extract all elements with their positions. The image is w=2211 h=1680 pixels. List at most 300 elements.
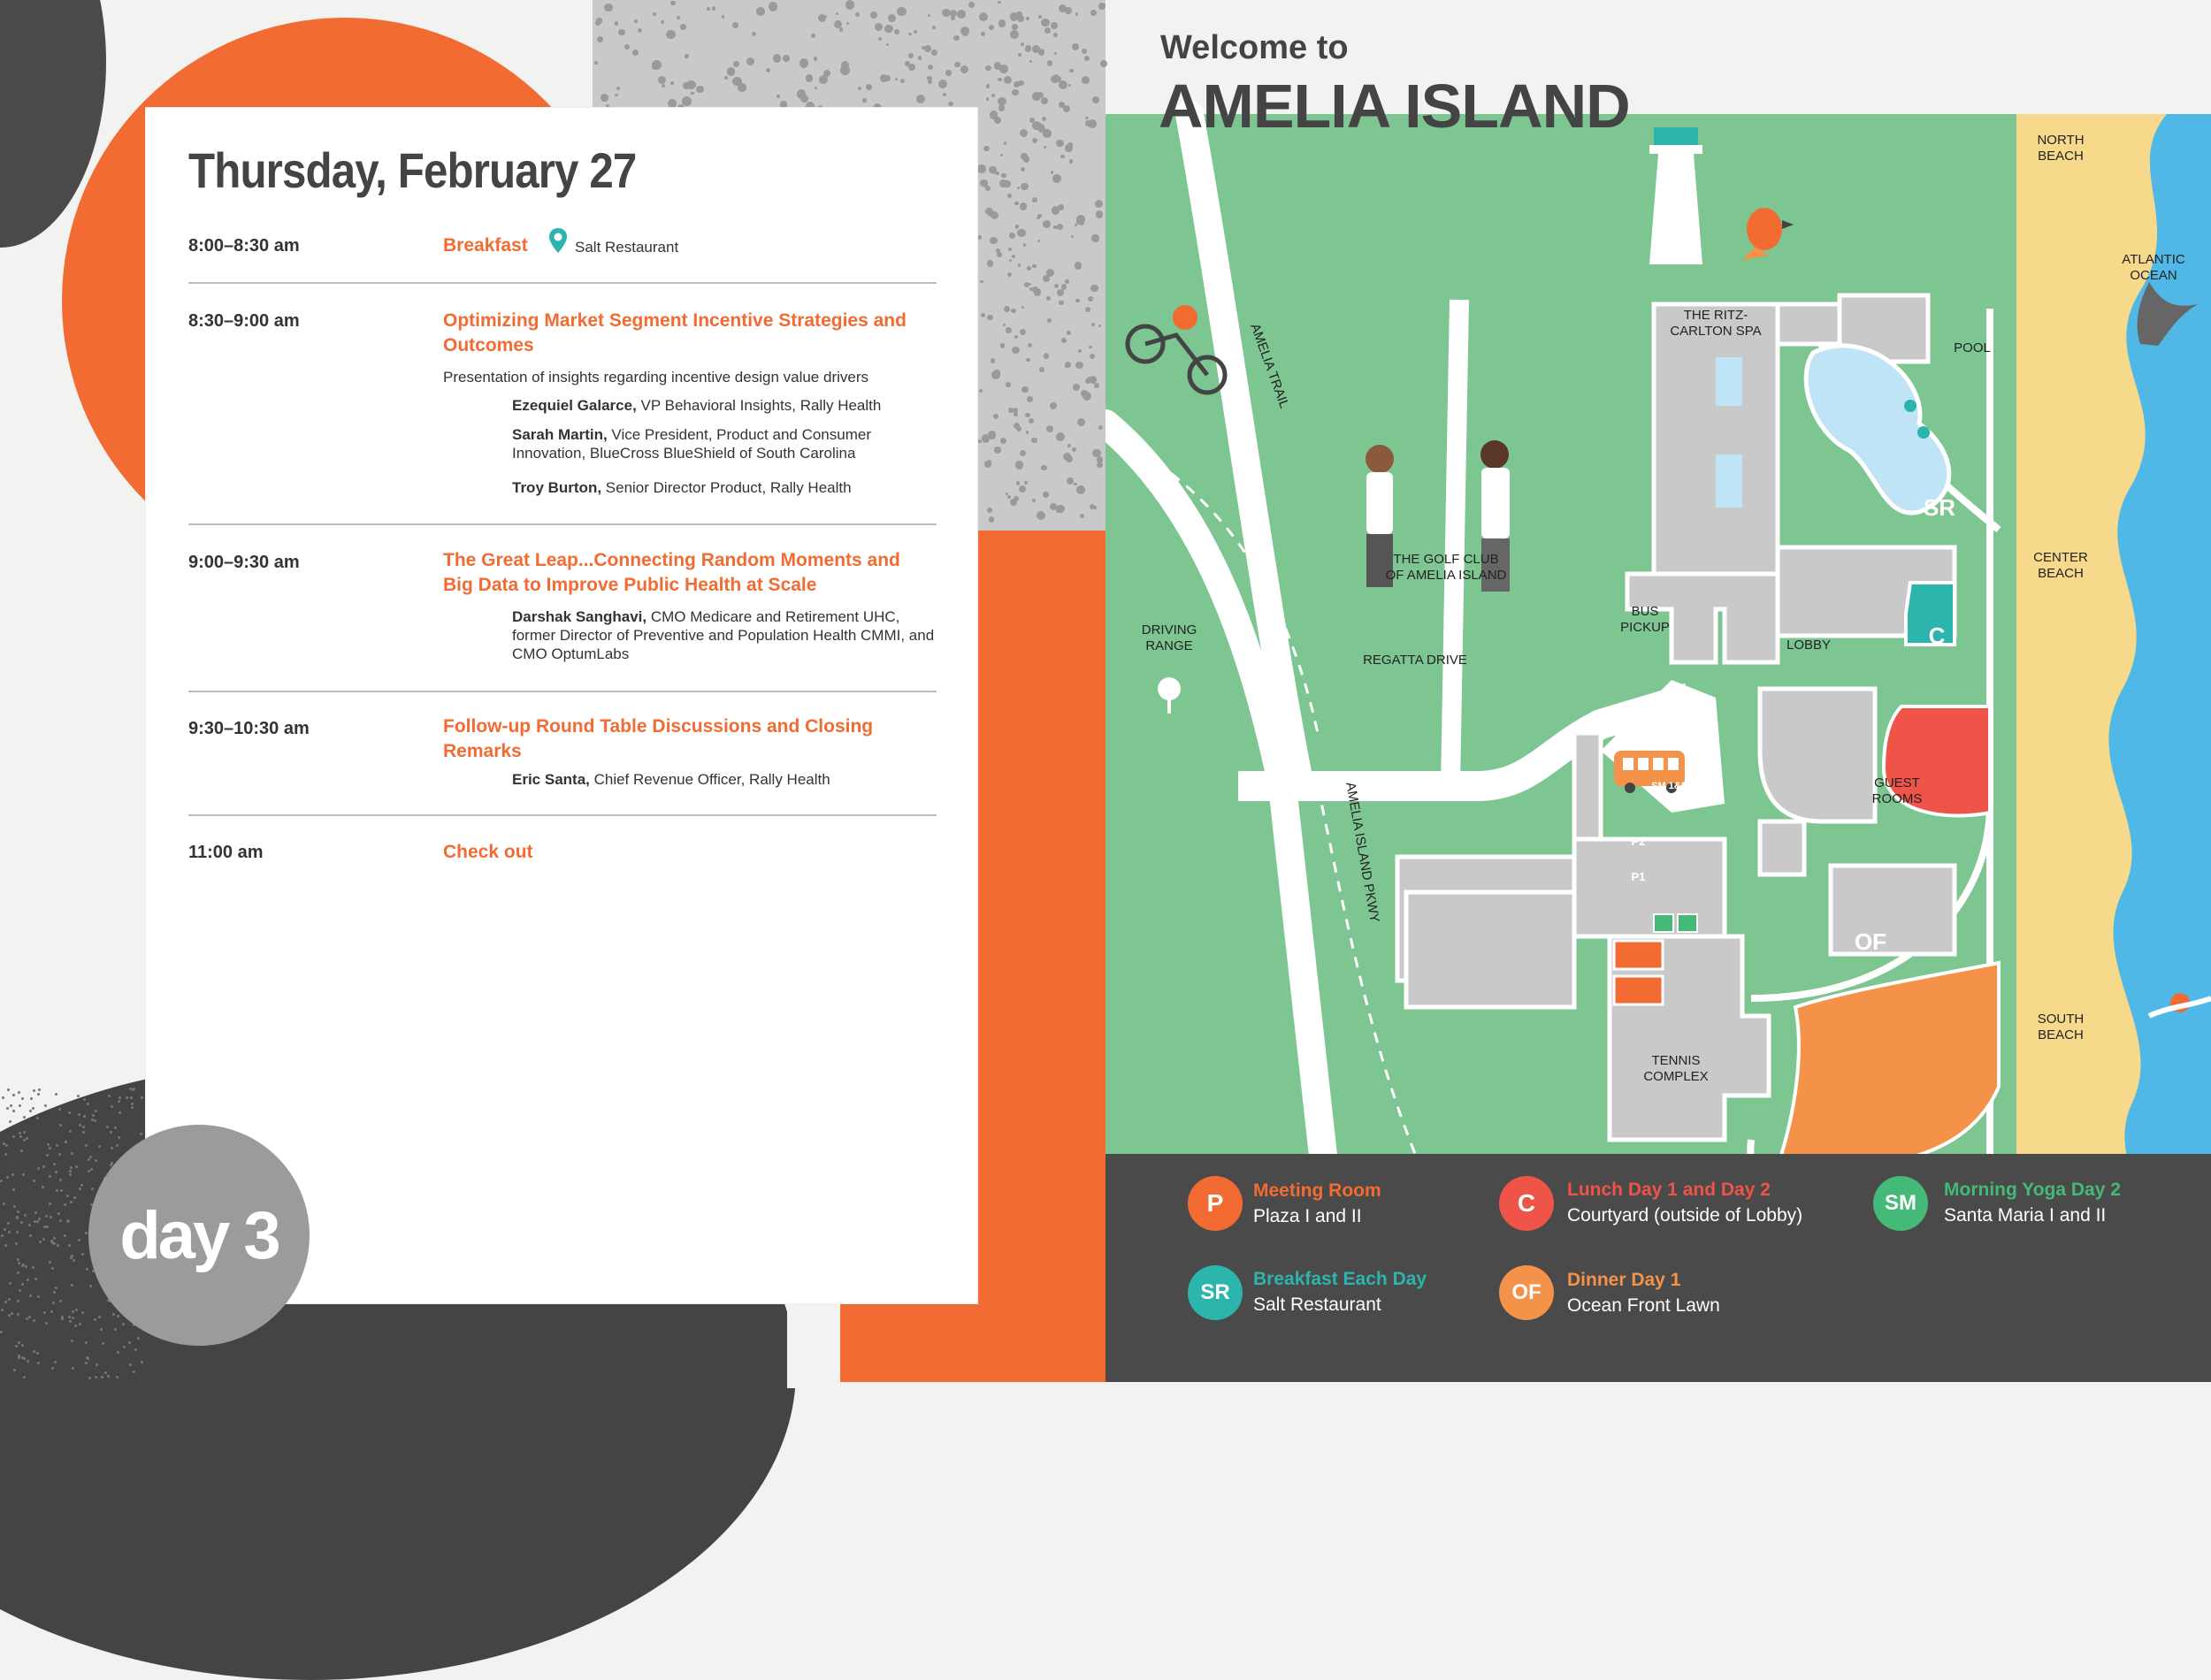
speck <box>987 315 993 321</box>
speck <box>954 62 960 67</box>
speaker-name: Sarah Martin, <box>512 426 608 443</box>
speck <box>1059 301 1063 305</box>
dot <box>19 1104 21 1107</box>
session-location: Salt Restaurant <box>575 239 679 256</box>
speck <box>680 24 686 30</box>
dot <box>116 1144 119 1147</box>
speck <box>815 87 817 89</box>
dot <box>87 1103 89 1105</box>
speaker-role: Chief Revenue Officer, Rally Health <box>589 771 830 788</box>
speck <box>908 53 914 58</box>
speck <box>1000 438 1006 444</box>
speck <box>634 19 638 23</box>
dot <box>44 1104 47 1107</box>
dot <box>39 1241 42 1243</box>
speck <box>1078 349 1082 353</box>
dot <box>49 1147 51 1149</box>
dot <box>6 1176 9 1179</box>
map-label-spa: THE RITZ- CARLTON SPA <box>1670 308 1762 339</box>
legend-subtitle: Santa Maria I and II <box>1944 1205 2107 1226</box>
map-label-amelia-trail: AMELIA TRAIL <box>1247 321 1292 410</box>
speck <box>696 86 703 93</box>
legend-title: Dinner Day 1 <box>1567 1270 1681 1290</box>
speck <box>836 12 838 15</box>
dot <box>28 1316 31 1318</box>
speck <box>615 94 618 97</box>
speck <box>986 97 990 101</box>
legend-badge-c: C <box>1499 1176 1554 1231</box>
speck <box>900 79 905 83</box>
speck <box>858 87 861 90</box>
dot <box>100 1328 103 1331</box>
speck <box>1011 309 1016 314</box>
dot <box>12 1110 15 1112</box>
speck <box>1082 49 1087 54</box>
speck <box>1041 465 1046 470</box>
speck <box>1004 141 1006 144</box>
map-label-c: C <box>1928 622 1946 649</box>
speck <box>1000 343 1006 348</box>
legend-title: Breakfast Each Day <box>1253 1269 1427 1289</box>
speck <box>1001 173 1006 178</box>
dot <box>38 1088 41 1091</box>
day-badge <box>88 1125 310 1346</box>
speck <box>990 237 997 244</box>
dot <box>117 1315 119 1317</box>
dot <box>70 1201 73 1203</box>
speck <box>1052 174 1061 183</box>
divider <box>188 282 937 284</box>
dot <box>53 1237 56 1240</box>
dot <box>59 1124 62 1126</box>
session-title: Optimizing Market Segment Incentive Strategies and Outcomes <box>443 310 907 355</box>
dot <box>33 1089 35 1092</box>
dot <box>89 1156 92 1158</box>
speck <box>862 98 867 103</box>
dot <box>29 1294 32 1297</box>
dot <box>37 1295 40 1298</box>
dot <box>28 1224 31 1226</box>
map-label-sr: SR <box>1923 494 1956 521</box>
map-label-guest-rooms: GUEST ROOMS <box>1871 775 1923 806</box>
map-label-lobby: LOBBY <box>1786 638 1832 653</box>
speck <box>866 84 872 90</box>
dot <box>23 1376 26 1378</box>
map-label-center-beach: CENTER BEACH <box>2033 550 2088 581</box>
session-time: 8:00–8:30 am <box>188 236 300 256</box>
speck <box>670 1 675 5</box>
dot <box>17 1258 19 1261</box>
speck <box>653 12 656 16</box>
speck <box>799 58 808 67</box>
speck <box>683 82 690 89</box>
location-pin-icon <box>548 227 568 254</box>
speck <box>722 15 724 18</box>
session-description: Presentation of insights regarding incentive design value drivers <box>443 369 868 386</box>
speck <box>632 50 639 56</box>
speaker-role: Senior Director Product, Rally Health <box>601 479 852 496</box>
map-label-p1: P1 <box>1631 870 1646 883</box>
speaker-name: Eric Santa, <box>512 771 590 788</box>
speck <box>989 166 996 173</box>
speck <box>987 508 992 513</box>
dot <box>22 1173 25 1176</box>
dot <box>72 1310 74 1313</box>
speck <box>839 27 844 32</box>
dot <box>71 1340 73 1342</box>
dot <box>21 1097 24 1100</box>
speck <box>1056 140 1063 147</box>
legend-title: Morning Yoga Day 2 <box>1944 1180 2121 1200</box>
dot <box>23 1139 26 1142</box>
speck <box>991 358 995 363</box>
map-label-of: OF <box>1854 928 1887 955</box>
dot <box>69 1320 72 1323</box>
speck <box>1039 367 1044 372</box>
speck <box>1075 362 1083 369</box>
speck <box>1075 299 1079 302</box>
speck <box>658 76 666 84</box>
dot <box>68 1244 71 1247</box>
speck <box>1091 234 1098 241</box>
speck <box>746 57 754 65</box>
legend-badge-sr: SR <box>1188 1265 1243 1320</box>
dot <box>37 1093 40 1096</box>
dot <box>27 1279 29 1281</box>
speck <box>932 26 936 29</box>
speck <box>945 70 952 76</box>
speck <box>993 414 998 419</box>
session-title: Follow-up Round Table Discussions and Closing Remarks <box>443 716 874 761</box>
dot <box>51 1367 54 1370</box>
divider <box>188 814 937 816</box>
speck <box>1069 69 1074 73</box>
dot <box>51 1267 54 1270</box>
speck <box>806 74 814 82</box>
speck <box>980 179 987 187</box>
speck <box>1041 97 1048 104</box>
speck <box>1021 386 1029 393</box>
dot <box>55 1171 57 1173</box>
speck <box>615 21 618 25</box>
dot <box>37 1167 40 1170</box>
speck <box>953 35 960 42</box>
dot <box>85 1232 88 1234</box>
day-badge-label: day 3 <box>119 1197 279 1273</box>
speck <box>991 370 999 378</box>
dot <box>59 1300 62 1302</box>
speck <box>1095 200 1103 208</box>
speck <box>986 84 990 88</box>
speck <box>1006 327 1011 332</box>
speck <box>980 280 983 284</box>
legend-subtitle: Salt Restaurant <box>1253 1294 1381 1315</box>
speck <box>601 94 608 102</box>
speck <box>1044 353 1049 358</box>
speaker-role: CMO Medicare and Retirement UHC, former Director of Preventive and Population Health CMMI, and CMO OptumLabs <box>512 608 935 662</box>
dot <box>82 1131 85 1134</box>
map-label-atlantic-ocean: ATLANTIC OCEAN <box>2122 252 2185 283</box>
session-title: The Great Leap...Connecting Random Moments and Big Data to Improve Public Health at Scale <box>443 550 900 595</box>
schedule-date-heading: Thursday, February 27 <box>188 142 637 198</box>
legend-subtitle: Courtyard (outside of Lobby) <box>1567 1205 1803 1226</box>
dot <box>25 1265 27 1268</box>
speck <box>942 9 950 17</box>
map-label-tennis-complex: TENNIS COMPLEX <box>1643 1053 1709 1084</box>
dot <box>9 1120 11 1123</box>
speck <box>979 12 988 21</box>
speaker-name: Troy Burton, <box>512 479 602 496</box>
speck <box>1031 438 1037 443</box>
speck <box>1061 338 1067 343</box>
dot <box>6 1107 9 1110</box>
speaker <box>512 478 945 497</box>
dot <box>11 1312 13 1315</box>
dot <box>23 1116 26 1119</box>
speck <box>677 16 680 19</box>
speck <box>662 84 665 88</box>
divider <box>188 691 937 692</box>
speck <box>1037 214 1041 218</box>
speck <box>1032 499 1036 502</box>
speck <box>756 7 765 16</box>
speck <box>1032 138 1037 143</box>
dot <box>49 1203 51 1205</box>
dot <box>83 1098 86 1101</box>
speck <box>1065 362 1071 368</box>
dot <box>7 1088 10 1091</box>
speck <box>938 80 947 88</box>
dot <box>4 1153 7 1156</box>
speck <box>691 92 693 95</box>
speck <box>1067 331 1071 335</box>
speck <box>669 99 675 105</box>
dot <box>119 1111 121 1114</box>
speck <box>707 7 710 11</box>
speck <box>1038 49 1045 56</box>
dot <box>56 1189 58 1192</box>
dot <box>130 1096 133 1099</box>
dot <box>46 1226 49 1228</box>
speck <box>1027 266 1031 271</box>
speck <box>977 164 986 173</box>
dot <box>36 1117 39 1119</box>
speck <box>594 61 598 65</box>
dot <box>30 1097 33 1100</box>
speck <box>1017 15 1024 22</box>
speck <box>1047 60 1052 65</box>
speck <box>1082 76 1090 84</box>
speck <box>982 434 991 443</box>
speaker-name: Ezequiel Galarce, <box>512 397 637 414</box>
speck <box>1076 485 1085 494</box>
speck <box>1050 402 1057 409</box>
dot <box>61 1316 64 1318</box>
speck <box>977 439 981 443</box>
speck <box>977 235 982 240</box>
dot <box>53 1291 56 1294</box>
speck <box>1056 505 1065 514</box>
speck <box>1067 444 1071 447</box>
dot <box>77 1095 80 1097</box>
dot <box>32 1107 34 1110</box>
dot <box>10 1104 12 1107</box>
speck <box>1032 92 1041 101</box>
speck <box>752 32 756 36</box>
dot <box>81 1311 84 1314</box>
speck <box>1061 284 1067 290</box>
dot <box>74 1325 77 1327</box>
speck <box>841 61 849 69</box>
speck <box>998 97 1006 105</box>
speck <box>1008 248 1012 251</box>
speck <box>1089 346 1092 349</box>
dot <box>133 1371 135 1373</box>
speck <box>884 25 892 33</box>
speck <box>685 54 688 57</box>
speck <box>1088 119 1097 128</box>
speck <box>1041 19 1050 27</box>
speck <box>1067 142 1073 148</box>
speck <box>989 516 994 522</box>
dot <box>18 1341 20 1344</box>
speck <box>814 57 817 60</box>
speck <box>1014 496 1019 501</box>
legend-badge-p: P <box>1188 1176 1243 1231</box>
speck <box>1046 425 1053 432</box>
speck <box>908 33 911 35</box>
speck <box>652 60 662 70</box>
dot <box>134 1348 137 1351</box>
speck <box>773 54 781 62</box>
speck <box>1060 155 1064 158</box>
dot <box>79 1124 81 1126</box>
speck <box>1047 318 1052 323</box>
dot <box>72 1367 74 1370</box>
speck <box>987 260 994 267</box>
schedule-card <box>146 108 977 1303</box>
dot <box>75 1165 78 1168</box>
session-time: 9:00–9:30 am <box>188 553 300 572</box>
speck <box>1003 324 1006 326</box>
dot <box>17 1210 19 1213</box>
dot <box>5 1144 8 1147</box>
legend-subtitle: Ocean Front Lawn <box>1567 1295 1720 1316</box>
speck <box>1006 382 1010 386</box>
map-island-title: AMELIA ISLAND <box>1159 72 1630 141</box>
dot <box>71 1284 73 1287</box>
dot <box>104 1371 107 1374</box>
speck <box>712 6 716 11</box>
dot <box>92 1114 95 1117</box>
map-label-golf-club: THE GOLF CLUB OF AMELIA ISLAND <box>1385 552 1507 583</box>
speck <box>732 77 742 87</box>
speck <box>996 248 1000 253</box>
speck <box>948 102 952 106</box>
speck <box>1037 511 1045 520</box>
dot <box>15 1242 18 1245</box>
speck <box>924 45 931 52</box>
speck <box>897 7 906 16</box>
speck <box>994 447 1001 454</box>
speck <box>960 27 969 35</box>
map-label-regatta-drive: REGATTA DRIVE <box>1363 653 1467 668</box>
session-time: 8:30–9:00 am <box>188 311 300 331</box>
dot <box>59 1179 62 1181</box>
dot <box>68 1111 71 1114</box>
legend-subtitle: Plaza I and II <box>1253 1206 1362 1226</box>
speck <box>1012 89 1019 96</box>
speck <box>1020 450 1026 456</box>
speck <box>1054 284 1059 288</box>
speck <box>1015 225 1019 228</box>
map-label-amelia-pkwy: AMELIA ISLAND PKWY <box>1343 781 1382 924</box>
speck <box>1090 285 1098 293</box>
speck <box>985 65 991 71</box>
dot <box>13 1369 16 1371</box>
speck <box>1014 335 1018 339</box>
speck <box>991 94 995 97</box>
speck <box>1075 262 1082 269</box>
divider <box>188 523 937 525</box>
speck <box>927 76 931 80</box>
dot <box>29 1110 32 1112</box>
speck <box>1032 286 1037 292</box>
dot <box>133 1088 135 1090</box>
speck <box>800 95 808 103</box>
dot <box>81 1253 84 1256</box>
speaker-role: Vice President, Product and Consumer Innovation, BlueCross BlueShield of South Carolina <box>512 426 871 462</box>
speck <box>996 172 999 175</box>
dot <box>18 1262 20 1264</box>
dot <box>12 1094 15 1096</box>
speck <box>727 67 735 75</box>
speck <box>1069 159 1074 164</box>
speck <box>1018 53 1021 57</box>
speaker <box>512 425 945 462</box>
dot <box>20 1149 23 1152</box>
speck <box>999 65 1008 73</box>
dot <box>2 1096 4 1099</box>
speck <box>597 36 603 42</box>
dot <box>89 1285 92 1287</box>
speaker <box>512 396 945 415</box>
speck <box>1014 81 1020 88</box>
speck <box>1079 220 1084 225</box>
speck <box>1097 462 1102 468</box>
map-label-driving-range: DRIVING RANGE <box>1141 622 1197 653</box>
speck <box>1052 206 1060 214</box>
speck <box>1075 12 1078 15</box>
session-title: Check out <box>443 842 533 862</box>
dot <box>68 1316 71 1318</box>
speck <box>1015 461 1024 470</box>
dot <box>141 1361 143 1363</box>
speck <box>666 30 675 39</box>
dot <box>32 1266 34 1269</box>
map-label-south-beach: SOUTH BEACH <box>2037 1012 2085 1042</box>
dot <box>129 1363 132 1366</box>
dot <box>52 1302 55 1304</box>
map-label-pool: POOL <box>1954 340 1991 355</box>
speck <box>1009 233 1015 239</box>
map-label-p2: P2 <box>1631 835 1646 848</box>
legend-badge-sm: SM <box>1873 1176 1928 1231</box>
dot <box>50 1216 52 1218</box>
speck <box>1026 358 1030 363</box>
dot <box>37 1362 40 1364</box>
session-title: Breakfast <box>443 235 528 256</box>
